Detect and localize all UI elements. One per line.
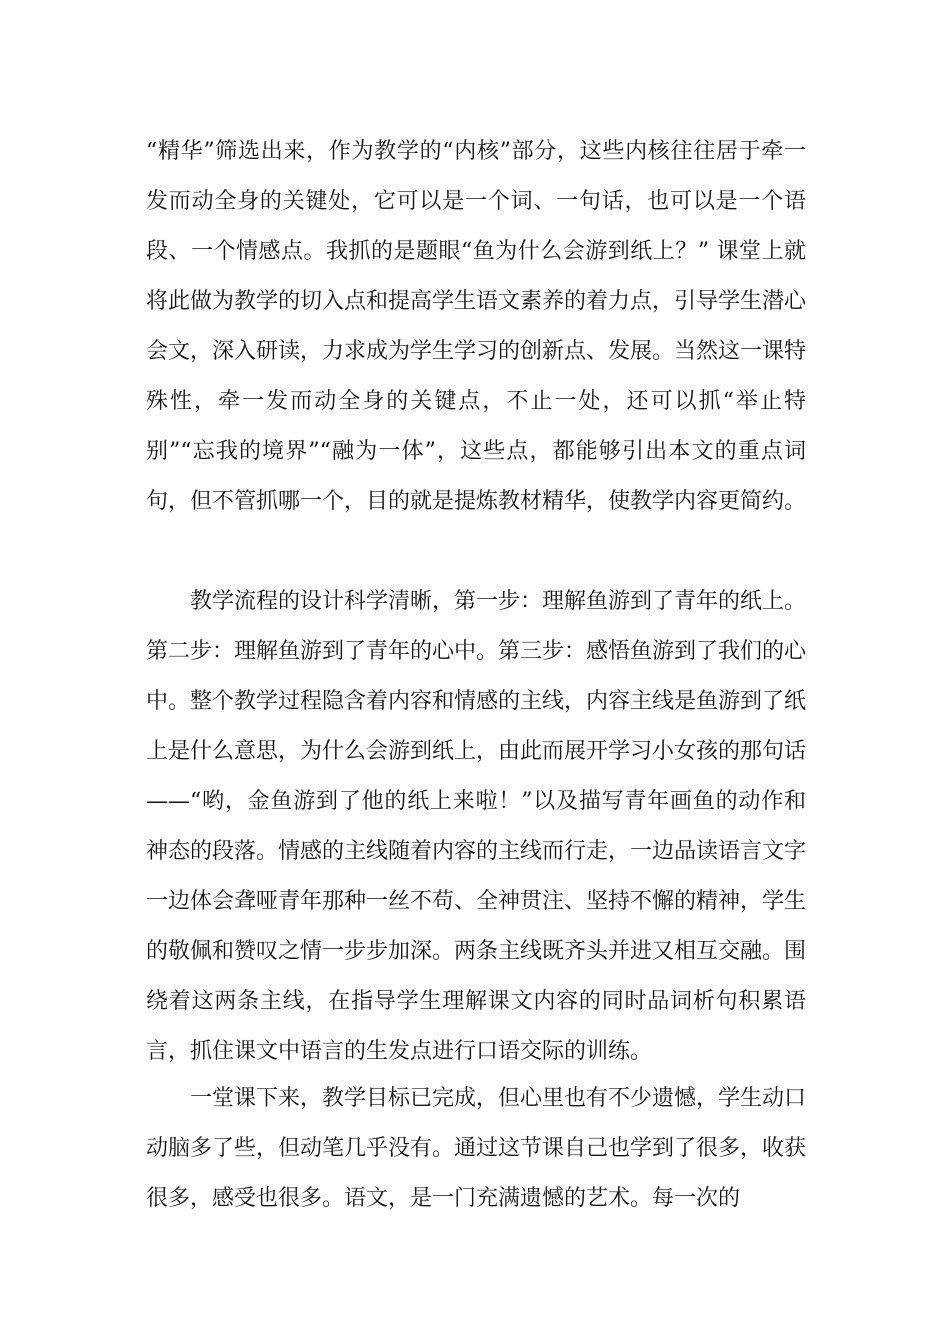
paragraph-2: 教学流程的设计科学清晰，第一步：理解鱼游到了青年的纸上。第二步：理解鱼游到了青年的心中。第三步：感悟鱼游到了我们的心中。整个教学过程隐含着内容和情感的主线，内容主线是鱼游到了纸上是什么意思，为什么会游到纸上，由此而展开学习小女孩的那句话——“哟，金鱼游到了他的纸上来啦！”以及描写青年画鱼的动作和神态的段落。情感的主线随着内容的主线而行走，一边品读语言文字一边体会聋哑青年那种一丝不苟、全神贯注、坚持不懈的精神，学生的敬佩和赞叹之情一步步加深。两条主线既齐头并进又相互交融。围绕着这两条主线，在指导学生理解课文内容的同时品词析句积累语言，抓住课文中语言的生发点进行口语交际的训练。 (146, 589, 807, 1064)
paragraph-1: “精华”筛选出来，作为教学的“内核”部分，这些内核往往居于牵一发而动全身的关键处，它可以是一个词、一句话，也可以是一个语段、一个情感点。我抓的是题眼“鱼为什么会游到纸上？” 课堂上就将此做为教学的切入点和提高学生语文素养的着力点，引导学生潜心会文，深入研读，力求成为学生学习的创新点、发展。当然这一课特殊性，牵一发而动全身的关键点，不止一处，还可以抓“举止特别”“忘我的境界”“融为一体”，这些点，都能够引出本文的重点词句，但不管抓哪一个，目的就是提炼教材精华，使教学内容更简约。 (146, 139, 807, 514)
paragraph-3: 一堂课下来，教学目标已完成，但心里也有不少遗憾，学生动口动脑多了些，但动笔几乎没有。通过这节课自己也学到了很多，收获很多，感受也很多。语文，是一门充满遗憾的艺术。每一次的 (146, 1086, 807, 1211)
